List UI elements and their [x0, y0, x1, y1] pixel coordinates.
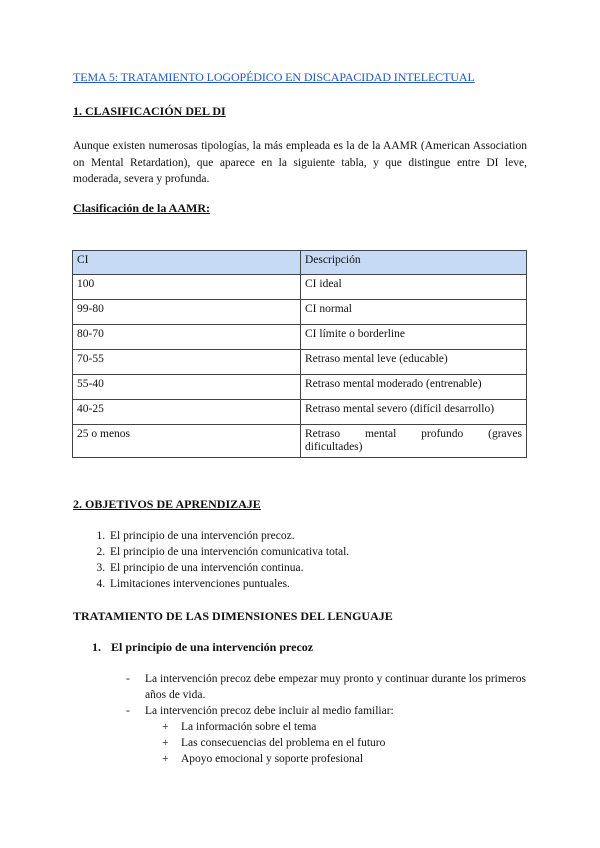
table-title: Clasificación de la AAMR:: [73, 201, 210, 215]
desc-word: (graves: [488, 428, 522, 440]
list-item: 4. Limitaciones intervenciones puntuales.: [108, 576, 528, 592]
cell-ci: 70-55: [73, 350, 301, 375]
list-item: [162, 751, 526, 767]
cell-descripcion: Retraso mental severo (difícil desarrollo): [301, 400, 527, 425]
section-heading-objetivos: 2. OBJETIVOS DE APRENDIZAJE: [73, 497, 261, 511]
header-descripcion: Descripción: [301, 251, 527, 275]
plus-bullet: +: [162, 737, 169, 749]
desc-line: dificultades): [305, 441, 363, 453]
table-row: [73, 350, 527, 375]
desc-line-justified: [305, 428, 522, 441]
header-ci: CI: [73, 251, 301, 275]
plus-text: La información sobre el tema: [181, 721, 317, 733]
table-row: [73, 275, 527, 300]
subsection-heading: [92, 640, 313, 655]
bullet-text: La intervención precoz debe empezar muy pronto y continuar durante los primeros años de vida.: [145, 673, 526, 701]
table-header-row: [73, 251, 527, 275]
plus-bullet: +: [162, 753, 169, 765]
subsection-number: 1.: [92, 640, 101, 654]
list-item: [162, 735, 526, 751]
cell-descripcion: Retraso mental moderado (entrenable): [301, 375, 527, 400]
cell-descripcion: [301, 425, 527, 458]
cell-descripcion: Retraso mental leve (educable): [301, 350, 527, 375]
plus-list: [126, 719, 526, 767]
cell-descripcion: CI ideal: [301, 275, 527, 300]
document-title: TEMA 5: TRATAMIENTO LOGOPÉDICO EN DISCAPACIDAD INTELECTUAL: [73, 70, 475, 84]
table-row: [73, 375, 527, 400]
list-item: [126, 703, 526, 719]
section-heading-clasificacion: 1. CLASIFICACIÓN DEL DI: [73, 104, 226, 118]
dash-bullet: -: [126, 705, 130, 717]
plus-bullet: +: [162, 721, 169, 733]
desc-word: mental: [364, 428, 397, 440]
aamr-classification-table: [72, 250, 527, 458]
cell-ci: 55-40: [73, 375, 301, 400]
table-row: [73, 325, 527, 350]
section-heading-tratamiento: TRATAMIENTO DE LAS DIMENSIONES DEL LENGUAJE: [73, 609, 393, 623]
cell-ci: 100: [73, 275, 301, 300]
plus-text: Las consecuencias del problema en el futuro: [181, 737, 386, 749]
list-item: 3. El principio de una intervención continua.: [108, 560, 528, 576]
cell-ci: 25 o menos: [73, 425, 301, 458]
table-row: [73, 400, 527, 425]
objectives-list: [90, 528, 528, 592]
dash-bullet: -: [126, 673, 130, 685]
table-row: [73, 425, 527, 458]
cell-descripcion: CI normal: [301, 300, 527, 325]
list-item: 1. El principio de una intervención precoz.: [108, 528, 528, 544]
cell-ci: 99-80: [73, 300, 301, 325]
table-row: [73, 300, 527, 325]
list-item: [162, 719, 526, 735]
list-item: [126, 671, 526, 703]
plus-text: Apoyo emocional y soporte profesional: [181, 753, 364, 765]
desc-word: Retraso: [305, 428, 341, 440]
cell-ci: 80-70: [73, 325, 301, 350]
bullet-list: [126, 671, 526, 767]
subsection-title: El principio de una intervención precoz: [111, 640, 314, 654]
bullet-text: La intervención precoz debe incluir al medio familiar:: [145, 705, 394, 717]
cell-descripcion: CI límite o borderline: [301, 325, 527, 350]
list-item: 2. El principio de una intervención comunicativa total.: [108, 544, 528, 560]
intro-paragraph: Aunque existen numerosas tipologías, la más empleada es la de la AAMR (American Association on Mental Retardation), que aparece en la siguiente tabla, y que distingue entre DI leve, moderada, severa y profunda.: [73, 140, 527, 185]
cell-ci: 40-25: [73, 400, 301, 425]
desc-word: profundo: [421, 428, 464, 440]
